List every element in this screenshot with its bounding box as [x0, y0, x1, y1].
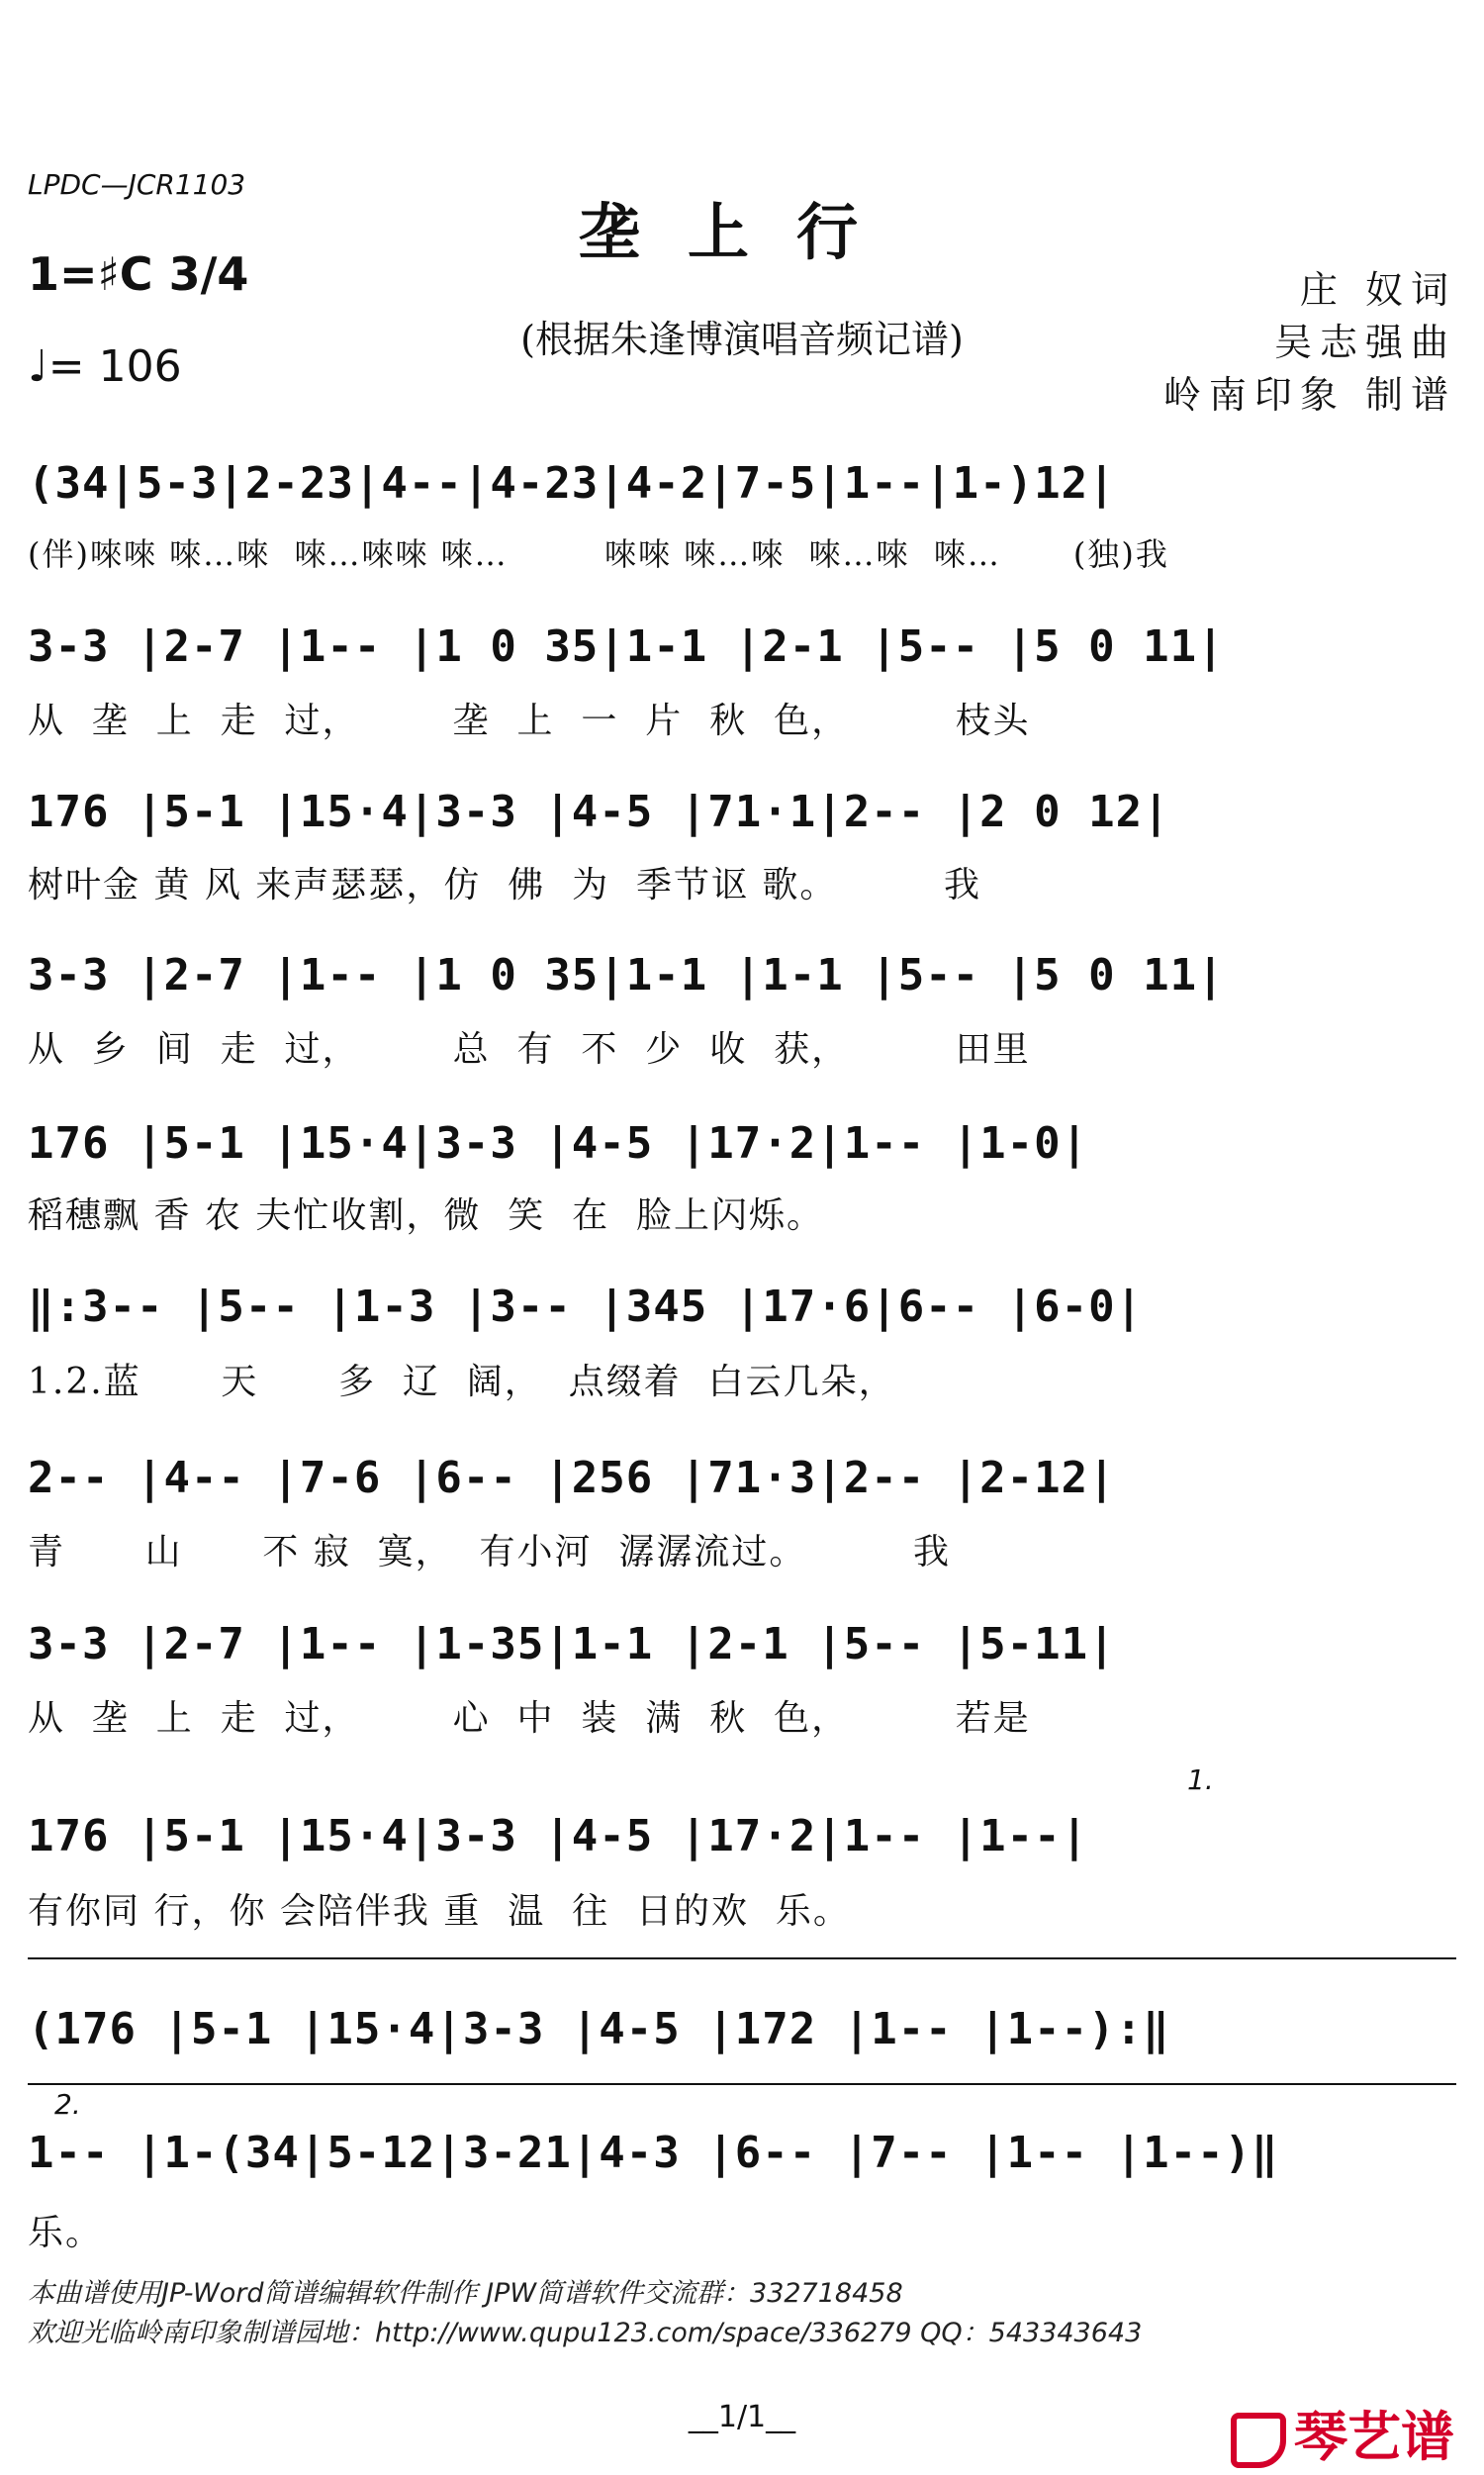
brand-logo[interactable]	[1231, 2395, 1454, 2471]
volta-second: 2.	[54, 2088, 81, 2121]
tempo-marking: ♩= 106	[28, 341, 182, 392]
footer-website-note: 欢迎光临岭南印象制谱园地：http://www.qupu123.com/space/336279 QQ：543343643	[28, 2318, 1143, 2348]
logo-icon	[1231, 2413, 1286, 2468]
notation-line: 1-- |1-(34|5-12|3-21|4-3 |6-- |7-- |1-- |1--)‖	[28, 2128, 1279, 2178]
song-title: 垄上行	[578, 196, 905, 268]
lyric-line: 乐。	[28, 2213, 104, 2253]
lyric-line: 树叶金 黄 风 来声瑟瑟，仿 佛 为 季节讴 歌。 我	[28, 865, 981, 905]
notation-line: (176 |5-1 |15·4|3-3 |4-5 |172 |1-- |1--):‖	[28, 2004, 1170, 2054]
arranger-credit: 岭南印象 制谱	[1162, 373, 1456, 417]
lyric-line: (伴)唻唻 唻…唻 唻…唻唻 唻… 唻唻 唻…唻 唻…唻 唻… (独)我	[28, 535, 1169, 573]
notation-line: 3-3 |2-7 |1-- |1-35|1-1 |2-1 |5-- |5-11|	[28, 1619, 1116, 1669]
notation-line: 3-3 |2-7 |1-- |1 0 35|1-1 |1-1 |5-- |5 0 11|	[28, 950, 1225, 1000]
lyric-line: 青 山 不 寂 寞， 有小河 潺潺流过。 我	[28, 1532, 951, 1572]
score-code: LPDC—JCR1103	[28, 168, 246, 201]
composer-credit: 吴志强曲	[1273, 321, 1456, 364]
notation-line: 2-- |4-- |7-6 |6-- |256 |71·3|2-- |2-12|	[28, 1453, 1116, 1503]
notation-line: 176 |5-1 |15·4|3-3 |4-5 |17·2|1-- |1--|	[28, 1811, 1089, 1861]
volta-bracket-line	[28, 2083, 1456, 2085]
notation-line: (34|5-3|2-23|4--|4-23|4-2|7-5|1--|1-)12|	[28, 458, 1116, 509]
lyric-line: 从 垄 上 走 过， 心 中 装 满 秋 色， 若是	[28, 1698, 1031, 1739]
subtitle: (根据朱逢博演唱音频记谱)	[520, 318, 964, 361]
repeat-bracket-line	[28, 1957, 1456, 1959]
lyric-line: 有你同 行，你 会陪伴我 重 温 往 日的欢 乐。	[28, 1891, 851, 1932]
notation-line: 3-3 |2-7 |1-- |1 0 35|1-1 |2-1 |5-- |5 0 11|	[28, 621, 1225, 672]
key-signature: 1=♯C 3/4	[28, 247, 249, 301]
footer-software-note: 本曲谱使用JP-Word简谱编辑软件制作 JPW简谱软件交流群：332718458	[28, 2278, 903, 2309]
page-number: __1/1__	[688, 2400, 796, 2434]
notation-line: 176 |5-1 |15·4|3-3 |4-5 |17·2|1-- |1-0|	[28, 1118, 1089, 1169]
logo-text: 琴艺谱	[1294, 2406, 1454, 2468]
volta-first: 1.	[1187, 1763, 1214, 1796]
notation-line: 176 |5-1 |15·4|3-3 |4-5 |71·1|2-- |2 0 12|	[28, 787, 1170, 837]
lyric-line: 稻穗飘 香 农 夫忙收割，微 笑 在 脸上闪烁。	[28, 1195, 824, 1236]
lyric-line: 1.2.蓝 天 多 辽 阔， 点缀着 白云几朵，	[28, 1362, 896, 1402]
lyricist-credit: 庄 奴词	[1299, 268, 1456, 312]
lyric-line: 从 乡 间 走 过， 总 有 不 少 收 获， 田里	[28, 1029, 1031, 1070]
notation-line: ‖:3-- |5-- |1-3 |3-- |345 |17·6|6-- |6-0|	[28, 1282, 1144, 1332]
lyric-line: 从 垄 上 走 过， 垄 上 一 片 秋 色， 枝头	[28, 701, 1031, 741]
